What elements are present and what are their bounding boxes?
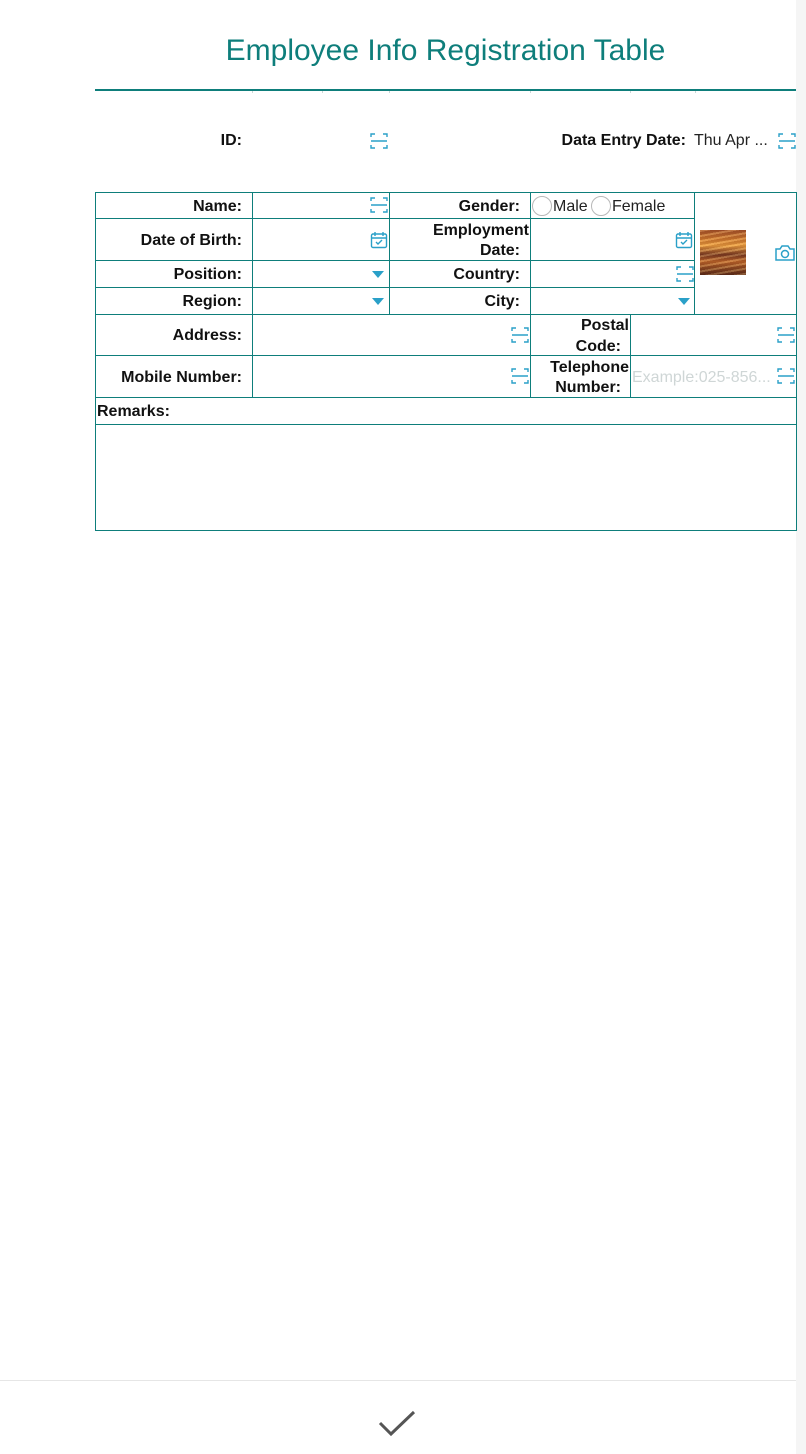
entry-date-value[interactable]: Thu Apr ... xyxy=(694,132,768,149)
country-input[interactable] xyxy=(531,261,694,287)
gender-female-radio[interactable] xyxy=(591,196,611,216)
gender-female-label: Female xyxy=(612,198,666,215)
position-label: Position: xyxy=(173,266,242,283)
id-label: ID: xyxy=(220,132,242,149)
remarks-textarea[interactable] xyxy=(96,425,796,530)
address-input[interactable] xyxy=(253,315,530,355)
telephone-label-line2: Number: xyxy=(555,379,621,396)
scan-icon[interactable] xyxy=(676,265,694,283)
check-icon[interactable] xyxy=(378,1410,416,1438)
scrollbar[interactable] xyxy=(796,0,806,1454)
mobile-input[interactable] xyxy=(253,356,530,397)
scan-icon[interactable] xyxy=(370,132,388,150)
telephone-label-line1: Telephone xyxy=(550,359,629,376)
gender-label: Gender: xyxy=(458,198,520,215)
scan-icon[interactable] xyxy=(777,326,795,344)
gender-male-label: Male xyxy=(553,198,588,215)
telephone-input[interactable]: Example:025-856... xyxy=(632,369,771,386)
city-select[interactable] xyxy=(531,288,694,314)
name-label: Name: xyxy=(193,198,242,215)
position-select[interactable] xyxy=(253,261,389,287)
footer-divider xyxy=(0,1380,796,1381)
region-label: Region: xyxy=(182,293,242,310)
camera-icon[interactable] xyxy=(775,244,795,262)
employment-date-label-line2: Date: xyxy=(479,242,520,259)
dob-input[interactable] xyxy=(253,219,389,260)
postal-code-input[interactable] xyxy=(631,315,796,355)
scan-icon[interactable] xyxy=(511,326,529,344)
page-title: Employee Info Registration Table xyxy=(225,34,666,67)
city-label: City: xyxy=(484,293,520,310)
scan-icon[interactable] xyxy=(370,196,388,214)
employment-date-input[interactable] xyxy=(531,219,694,260)
scan-icon[interactable] xyxy=(778,132,796,150)
address-label: Address: xyxy=(172,327,242,344)
entry-date-label: Data Entry Date: xyxy=(561,132,686,149)
name-input[interactable] xyxy=(253,193,389,218)
employee-photo xyxy=(700,230,746,275)
title-ticks xyxy=(95,91,796,92)
region-select[interactable] xyxy=(253,288,389,314)
employment-date-label-line1: Employment xyxy=(432,222,529,239)
gender-male-radio[interactable] xyxy=(532,196,552,216)
dropdown-arrow-icon[interactable] xyxy=(372,271,384,279)
postal-code-label-line1: Postal xyxy=(580,317,629,334)
dropdown-arrow-icon[interactable] xyxy=(372,298,384,306)
mobile-label: Mobile Number: xyxy=(121,369,242,386)
remarks-label: Remarks: xyxy=(97,403,170,420)
scan-icon[interactable] xyxy=(777,367,795,385)
id-field[interactable] xyxy=(250,128,390,154)
calendar-icon[interactable] xyxy=(675,231,693,249)
country-label: Country: xyxy=(453,266,520,283)
postal-code-label-line2: Code: xyxy=(575,338,621,355)
calendar-icon[interactable] xyxy=(370,231,388,249)
scan-icon[interactable] xyxy=(511,367,529,385)
dropdown-arrow-icon[interactable] xyxy=(678,298,690,306)
dob-label: Date of Birth: xyxy=(140,232,242,249)
